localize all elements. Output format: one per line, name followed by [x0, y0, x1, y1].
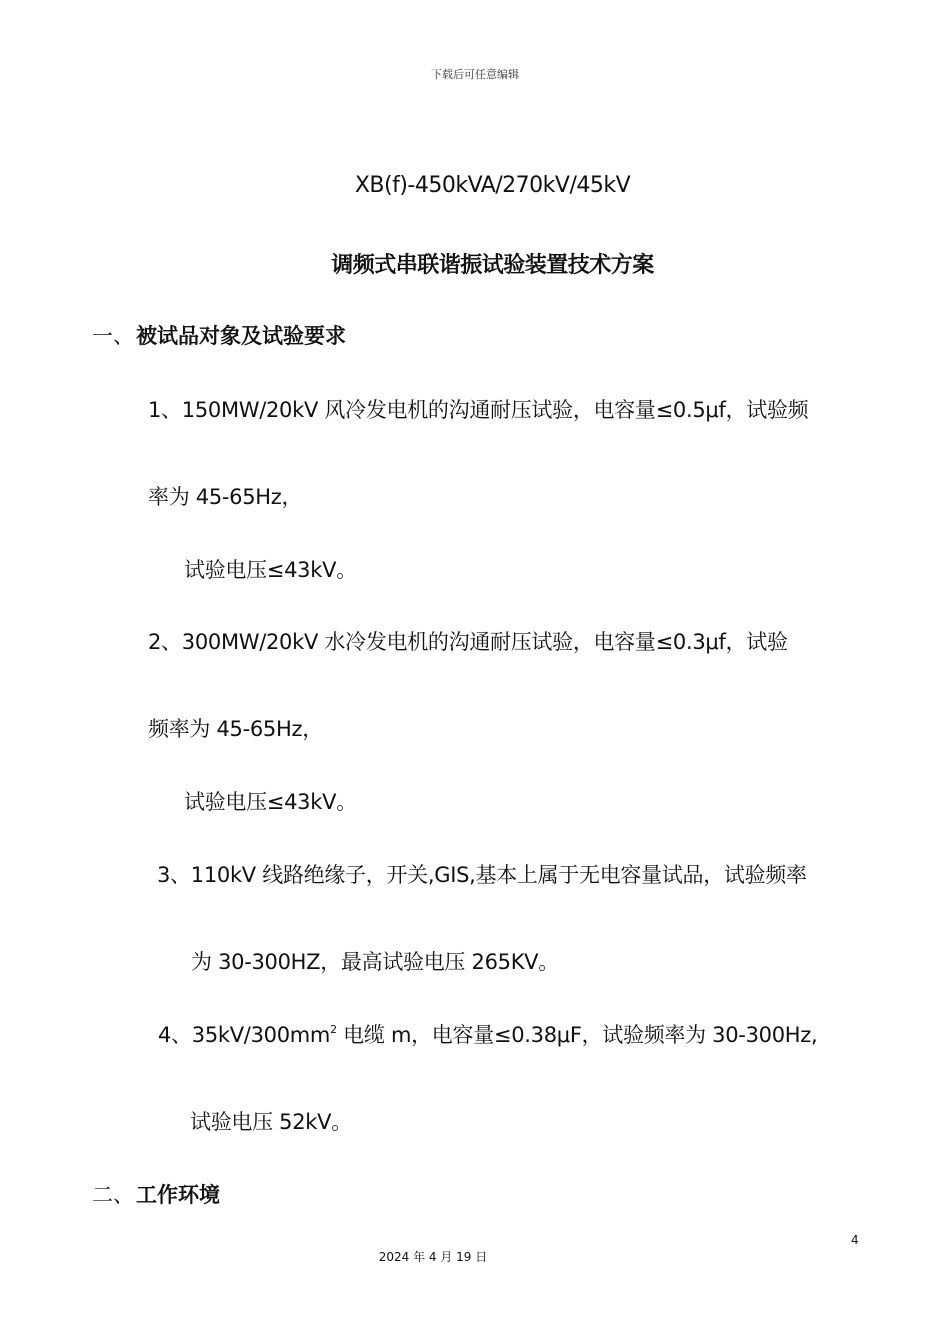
- page-header-note: 下载后可任意编辑: [431, 68, 519, 81]
- item-1-line-1: 1、150MW/20kV 风冷发电机的沟通耐压试验，电容量≤0.5μf，试验频: [148, 398, 809, 422]
- item-3-line-2: 为 30-300HZ，最高试验电压 265KV。: [191, 950, 559, 974]
- section-title: 被试品对象及试验要求: [136, 324, 346, 348]
- page-number: 4: [851, 1233, 859, 1247]
- item-2-line-3: 试验电压≤43kV。: [184, 790, 357, 814]
- section-number: 二、: [92, 1183, 134, 1207]
- footer-date: 2024 年 4 月 19 日: [378, 1250, 488, 1264]
- item-3-line-1: 3、110kV 线路绝缘子，开关,GIS,基本上属于无电容量试品，试验频率: [157, 863, 807, 887]
- document-title: 调频式串联谐振试验装置技术方案: [331, 253, 654, 278]
- item-2-line-2: 频率为 45-65Hz，: [148, 717, 323, 741]
- section-heading-1: [92, 320, 346, 350]
- section-heading-2: [92, 1179, 220, 1209]
- item-4-text-b: 电缆 m，电容量≤0.38μF，试验频率为 30-300Hz,: [336, 1023, 818, 1047]
- section-number: 一、: [92, 324, 134, 348]
- item-4-line-2: 试验电压 52kV。: [190, 1110, 352, 1134]
- item-4-text-a: 4、35kV/300mm: [158, 1023, 331, 1047]
- item-1-line-3: 试验电压≤43kV。: [184, 558, 357, 582]
- document-title-model: XB(f)-450kVA/270kV/45kV: [354, 173, 631, 198]
- section-title: 工作环境: [136, 1183, 220, 1207]
- item-1-line-2: 率为 45-65Hz，: [148, 485, 303, 509]
- item-4-line-1: [158, 1019, 817, 1049]
- item-2-line-1: 2、300MW/20kV 水冷发电机的沟通耐压试验，电容量≤0.3μf，试验: [148, 630, 788, 654]
- superscript-2: 2: [330, 1023, 337, 1036]
